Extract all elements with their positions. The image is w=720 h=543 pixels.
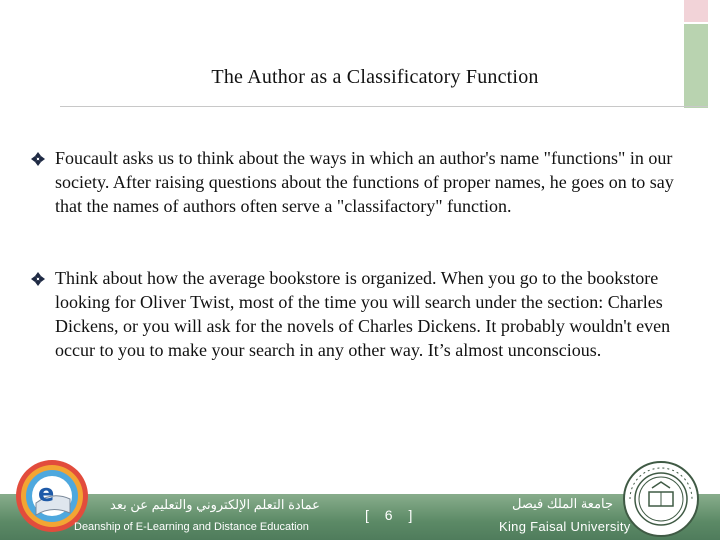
footer-arabic-deanship: عمادة التعلم الإلكتروني والتعليم عن بعد [110, 497, 320, 512]
footer-english-deanship: Deanship of E-Learning and Distance Education [74, 521, 309, 533]
top-right-accent-pink [684, 0, 708, 22]
university-seal-icon [622, 460, 700, 538]
diamond-bullet-icon [30, 266, 48, 293]
bullet-item [30, 146, 695, 218]
bullet-item [30, 266, 695, 362]
footer-english-university: King Faisal University [499, 519, 631, 534]
title-divider [60, 106, 708, 107]
bullet-text: Think about how the average bookstore is organized. When you go to the bookstore looking for Oliver Twist, most of the time you will search under the section: Charles Dickens, or you will ask for the novels of Charles Dickens. It probably wouldn't even occur to you to make your search in any other way. It’s almost unconscious. [55, 268, 671, 360]
bullet-text: Foucault asks us to think about the ways in which an author's name "functions" in our society. After raising questions about the functions of proper names, he goes on to say that the names of authors often serve a "classifactory" function. [55, 148, 674, 216]
svg-text:e: e [38, 479, 55, 507]
diamond-bullet-icon [30, 146, 48, 173]
slide-title: The Author as a Classificatory Function [211, 66, 539, 88]
footer-arabic-university: جامعة الملك فيصل [512, 496, 614, 511]
page-number: [ 6 ] [365, 507, 419, 523]
